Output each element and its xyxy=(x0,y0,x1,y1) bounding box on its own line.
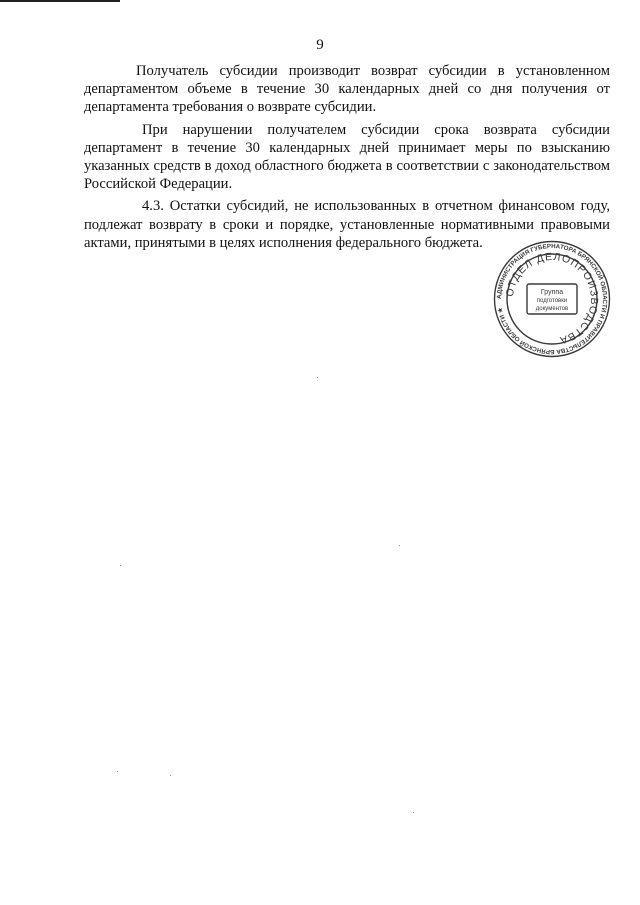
paragraph-return-violation: При нарушении получателем субсидии срока возврата субсидии департамент в течение 30 календарных дней принимает меры по взысканию указанных средств в доход областного бюджета в соответствии с законодательством Российской Федерации. xyxy=(84,121,610,193)
page-number: 9 xyxy=(316,37,324,53)
top-rule xyxy=(0,0,120,2)
scan-speck xyxy=(399,545,400,546)
scan-speck xyxy=(120,565,121,566)
paragraph-subsidy-return: Получатель субсидии производит возврат субсидии в установленном департаментом объеме в течение 30 календарных дней со дня получения от департамента требования о возврате субсидии. xyxy=(84,63,610,116)
stamp-inner-text: ОТДЕЛ ДЕЛОПРОИЗВОДСТВА xyxy=(503,250,601,347)
department-stamp xyxy=(493,240,611,358)
scan-speck xyxy=(413,812,414,813)
scan-speck xyxy=(317,377,318,378)
stamp-center-line-2: подготовки xyxy=(536,298,568,304)
stamp-outer-text: АДМИНИСТРАЦИЯ ГУБЕРНАТОРА БРЯНСКОЙ ОБЛАСТИ И ПРАВИТЕЛЬСТВА БРЯНСКОЙ ОБЛАСТИ ★ xyxy=(495,242,609,356)
scan-speck xyxy=(117,771,118,772)
paragraph-unused-balances: 4.3. Остатки субсидий, не использованных в отчетном финансовом году, подлежат возврату в сроки и порядке, установленные нормативными правовыми актами, принятыми в целях исполнения федерального бюджета. xyxy=(84,198,610,251)
stamp-center-line-1: Группа xyxy=(540,289,564,296)
stamp-center-line-3: документов xyxy=(535,306,569,312)
scan-speck xyxy=(170,775,171,776)
document-body xyxy=(84,62,610,256)
